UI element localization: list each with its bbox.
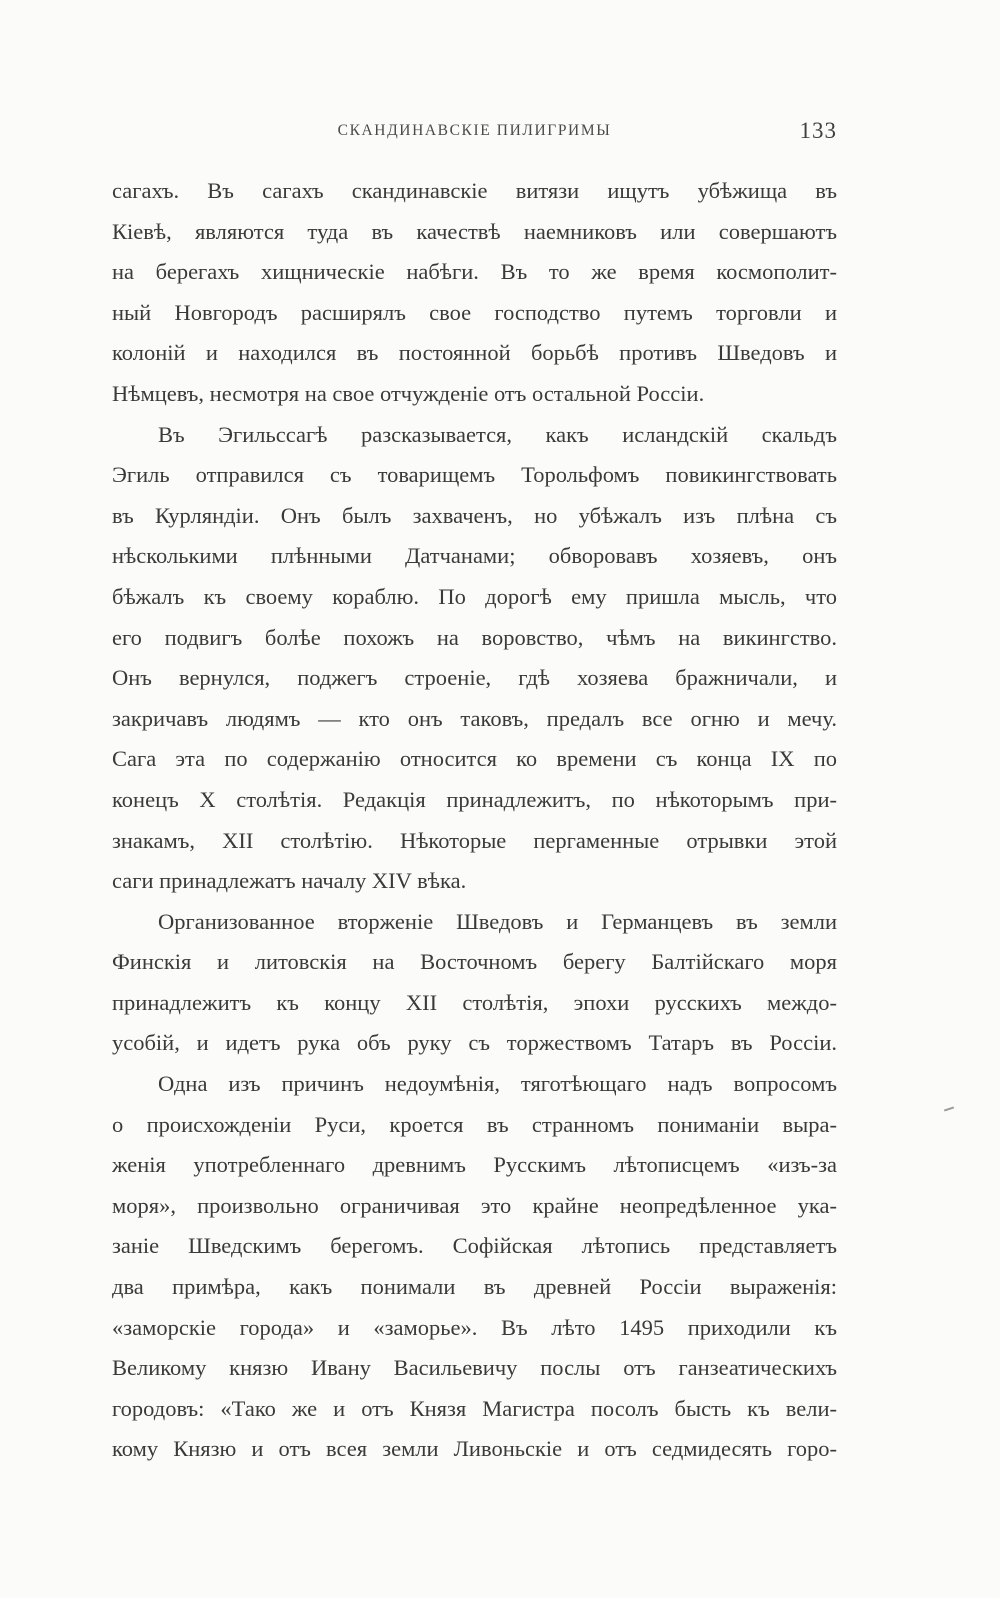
text-line: знакамъ, XII столѣтію. Нѣкоторые пергаменные отрывки этой <box>112 827 837 853</box>
text-line: Организованное вторженіе Шведовъ и Германцевъ въ земли <box>158 908 837 934</box>
text-line: Финскія и литовскія на Восточномъ берегу Балтійскаго моря <box>112 949 837 975</box>
text-line: городовъ: «Тако же и отъ Князя Магистра посолъ бысть къ вели- <box>112 1395 837 1421</box>
margin-mark <box>944 1107 954 1112</box>
running-head <box>112 118 837 148</box>
text-line: о происхожденіи Руси, кроется въ странномъ пониманіи выра- <box>112 1111 837 1137</box>
text-line: моря», произвольно ограничивая это крайне неопредѣленное ука- <box>112 1192 837 1218</box>
text-line: закричавъ людямъ — кто онъ таковъ, предалъ все огню и мечу. <box>112 705 837 731</box>
body-text <box>112 171 837 1470</box>
text-line: бѣжалъ къ своему кораблю. По дорогѣ ему пришла мысль, что <box>112 583 837 609</box>
text-line: Сага эта по содержанію относится ко времени съ конца IX по <box>112 746 837 772</box>
text-line: два примѣра, какъ понимали въ древней Россіи выраженія: <box>112 1274 837 1300</box>
text-line: Въ Эгильссагѣ разсказывается, какъ исландскій скальдъ <box>158 421 837 447</box>
text-line: «заморскіе города» и «заморье». Въ лѣто 1495 приходили къ <box>112 1314 837 1340</box>
text-line: Великому князю Ивану Васильевичу послы отъ ганзеатическихъ <box>112 1355 837 1381</box>
text-line: Кіевѣ, являются туда въ качествѣ наемниковъ или совершаютъ <box>112 218 837 244</box>
text-line: Нѣмцевъ, несмотря на свое отчужденіе отъ остальной Россіи. <box>112 380 705 406</box>
text-line: сагахъ. Въ сагахъ скандинавскіе витязи ищутъ убѣжища въ <box>112 178 837 203</box>
text-line: его подвигъ болѣе похожъ на воровство, чѣмъ на викингство. <box>112 624 837 650</box>
text-line: колоній и находился въ постоянной борьбѣ противъ Шведовъ и <box>112 340 837 366</box>
text-line: принадлежитъ къ концу XII столѣтія, эпохи русскихъ междо- <box>112 989 837 1015</box>
text-line: Одна изъ причинъ недоумѣнія, тяготѣющаго надъ вопросомъ <box>158 1071 837 1097</box>
page-number: 133 <box>799 118 837 143</box>
text-line: Онъ вернулся, поджегъ строеніе, гдѣ хозяева бражничали, и <box>112 665 837 691</box>
text-line: кому Князю и отъ всея земли Ливоньскіе и отъ седмидесять горо- <box>112 1436 837 1462</box>
text-line: на берегахъ хищническіе набѣги. Въ то же время космополит- <box>112 259 837 285</box>
text-line: нѣсколькими плѣнными Датчанами; обворовавъ хозяевъ, онъ <box>112 543 837 569</box>
text-line: усобій, и идетъ рука объ руку съ торжествомъ Татаръ въ Россіи. <box>112 1030 837 1056</box>
text-line: женія употребленнаго древнимъ Русскимъ лѣтописцемъ «изъ-за <box>112 1152 837 1178</box>
text-line: ный Новгородъ расширялъ свое господство путемъ торговли и <box>112 299 837 325</box>
text-line: заніе Шведскимъ берегомъ. Софійская лѣтопись представляетъ <box>112 1233 837 1259</box>
running-title: СКАНДИНАВСКІЕ ПИЛИГРИМЫ <box>337 122 612 139</box>
text-line: саги принадлежатъ началу XIV вѣка. <box>112 868 467 894</box>
text-line: Эгиль отправился съ товарищемъ Торольфомъ повикингствовать <box>112 462 837 488</box>
text-line: въ Курляндіи. Онъ былъ захваченъ, но убѣжалъ изъ плѣна съ <box>112 502 837 528</box>
text-line: конецъ X столѣтія. Редакція принадлежитъ, по нѣкоторымъ при- <box>112 786 837 812</box>
